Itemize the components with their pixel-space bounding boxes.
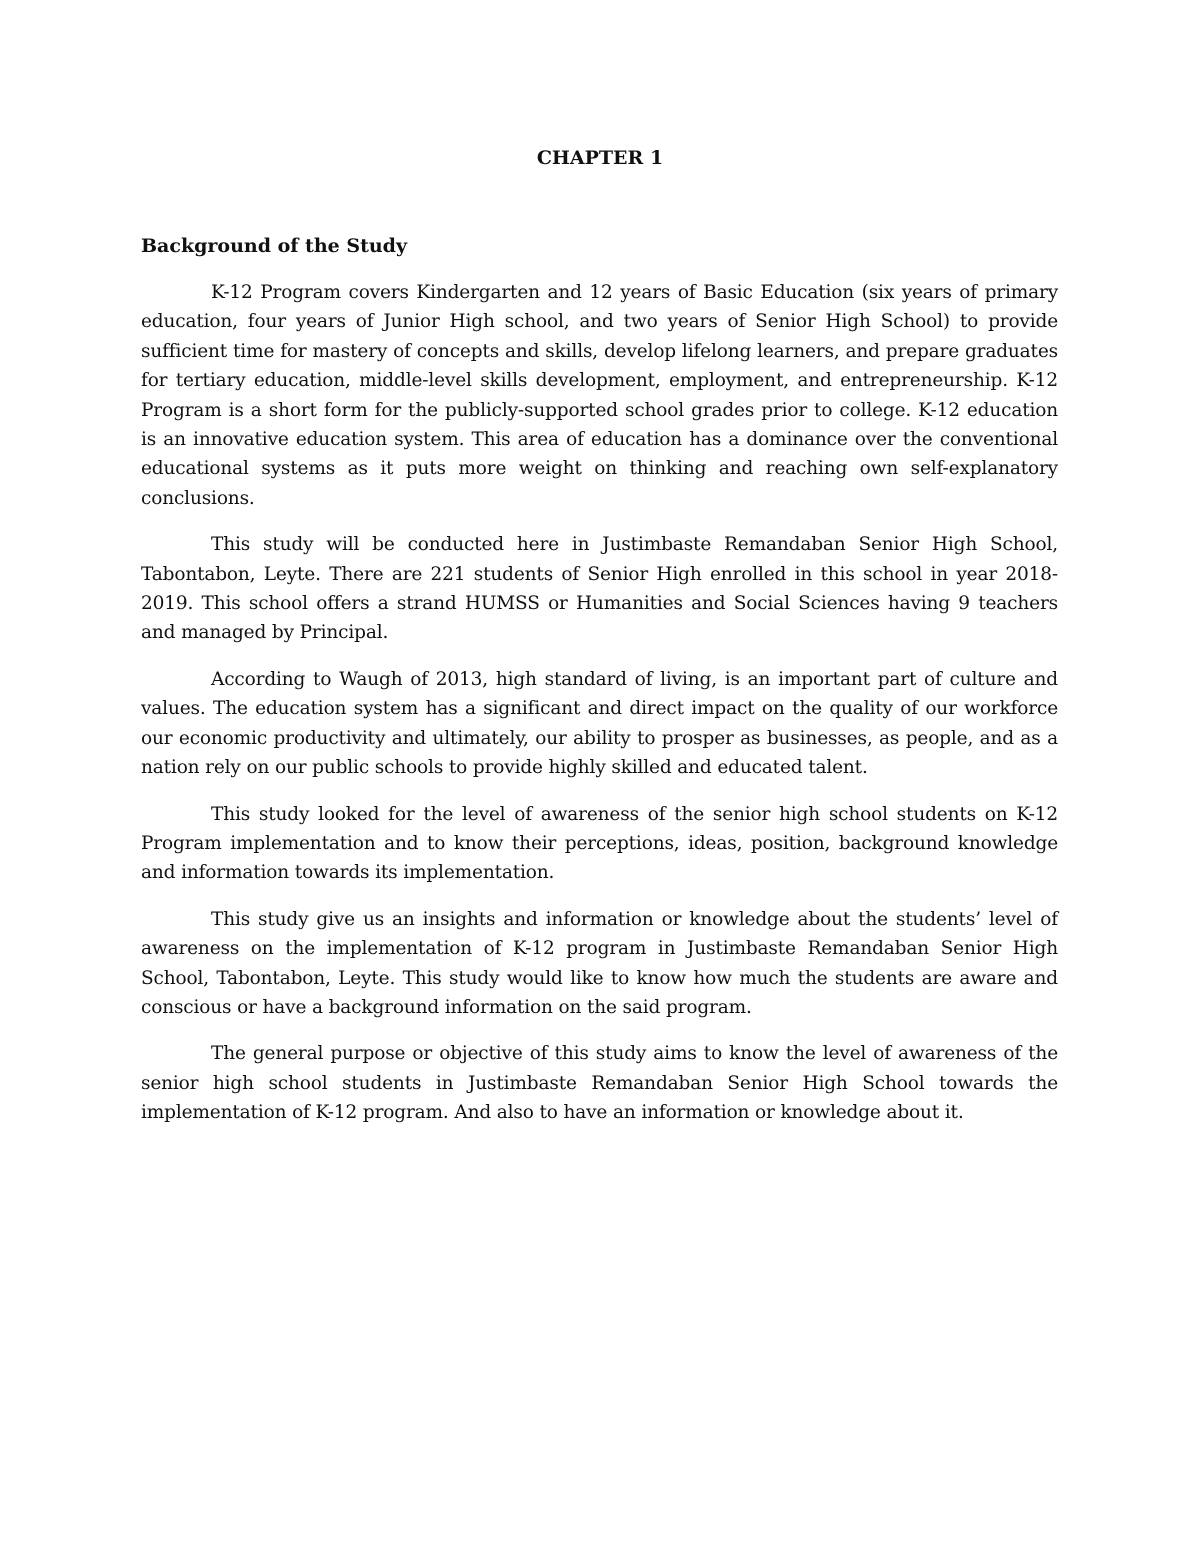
paragraph: According to Waugh of 2013, high standard of living, is an important part of culture and values. The education system has a significant and direct impact on the quality of our workforce our economic productivity and ultimately, our ability to prosper as businesses, as people, and as a nation rely on our public schools to provide highly skilled and educated talent.	[141, 668, 1058, 779]
paragraph: K-12 Program covers Kindergarten and 12 years of Basic Education (six years of primary education, four years of Junior High school, and two years of Senior High School) to provide sufficient time for mastery of concepts and skills, develop lifelong learners, and prepare graduates for tertiary education, middle-level skills development, employment, and entrepreneurship. K-12 Program is a short form for the publicly-supported school grades prior to college. K-12 education is an innovative education system. This area of education has a dominance over the conventional educational systems as it puts more weight on thinking and reaching own self-explanatory conclusions.	[141, 282, 1058, 509]
paragraph: The general purpose or objective of this study aims to know the level of awareness of the senior high school students in Justimbaste Remandaban Senior High School towards the implementation of K-12 program. And also to have an information or knowledge about it.	[141, 1043, 1058, 1124]
paragraph: This study looked for the level of awareness of the senior high school students on K-12 Program implementation and to know their perceptions, ideas, position, background knowledge and information towards its implementation.	[141, 803, 1058, 884]
section-heading: Background of the Study	[141, 235, 407, 257]
chapter-title: CHAPTER 1	[536, 147, 664, 169]
paragraph: This study give us an insights and information or knowledge about the students’ level of awareness on the implementation of K-12 program in Justimbaste Remandaban Senior High School, Tabontabon, Leyte. This study would like to know how much the students are aware and conscious or have a background information on the said program.	[141, 908, 1058, 1018]
paragraph: This study will be conducted here in Justimbaste Remandaban Senior High School, Tabontabon, Leyte. There are 221 students of Senior High enrolled in this school in year 2018-2019. This school offers a strand HUMSS or Humanities and Social Sciences having 9 teachers and managed by Principal.	[141, 534, 1058, 644]
body-text	[141, 278, 1058, 1145]
